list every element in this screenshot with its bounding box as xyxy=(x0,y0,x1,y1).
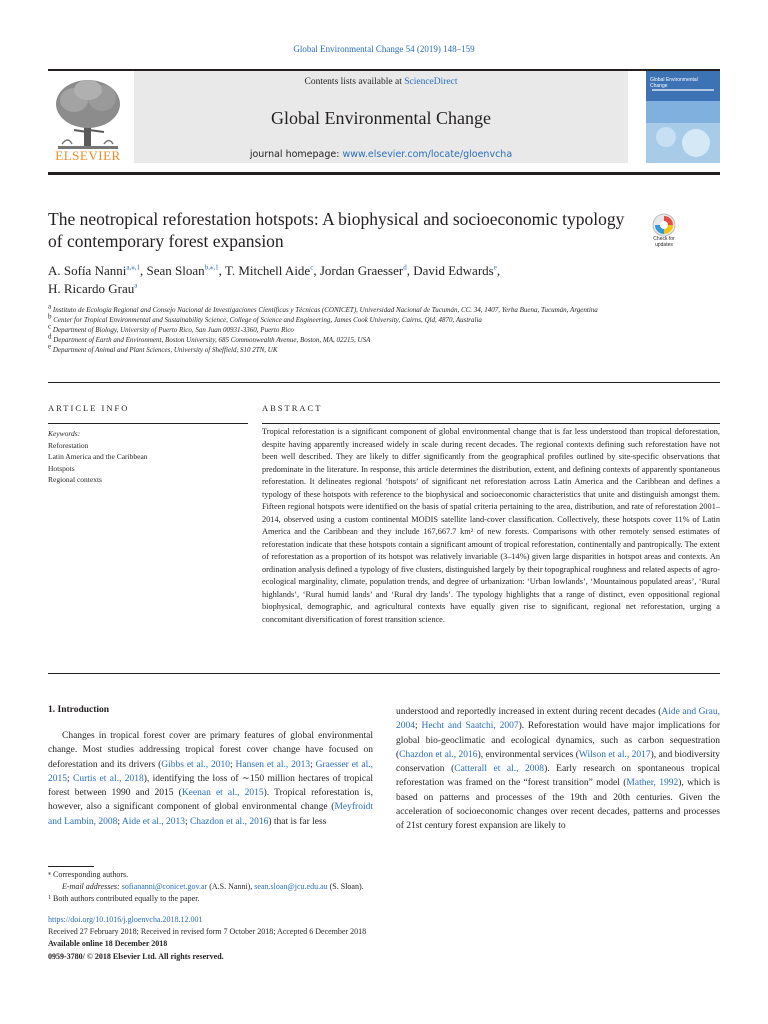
author-affiliation-marker[interactable]: a,⁎,1 xyxy=(126,263,140,272)
author-affiliation-marker[interactable]: d xyxy=(403,263,407,272)
affiliation-marker: d xyxy=(48,332,52,341)
intro-paragraph-continued xyxy=(396,705,720,834)
abstract-bottom-rule xyxy=(48,673,720,674)
keyword-item: Reforestation xyxy=(48,440,89,450)
citation-link[interactable]: Aide and Grau, 2004 xyxy=(396,707,720,732)
keyword-item: Regional contexts xyxy=(48,475,102,484)
email-owner-nanni: (A.S. Nanni), xyxy=(207,882,255,891)
citation-link[interactable]: Mather, 1992 xyxy=(626,778,679,789)
affiliation-list xyxy=(48,302,648,355)
elsevier-logo xyxy=(48,74,128,166)
journal-title: Global Environmental Change xyxy=(271,108,491,128)
citation-link[interactable]: Chazdon et al., 2016 xyxy=(399,749,478,760)
header-divider xyxy=(48,382,720,383)
body-text: ; xyxy=(415,721,422,732)
email-label: E-mail addresses: xyxy=(62,882,122,891)
available-online: Available online 18 December 2018 xyxy=(48,939,168,948)
citation-link[interactable]: Hansen et al., 2013 xyxy=(235,759,311,770)
author-separator: , xyxy=(139,263,147,278)
check-updates-label: Check for updates xyxy=(653,236,675,248)
intro-paragraph xyxy=(48,729,373,829)
sciencedirect-link[interactable]: ScienceDirect xyxy=(404,77,458,87)
homepage-line xyxy=(134,149,628,160)
citation-link[interactable]: Catterall et al., 2008 xyxy=(454,764,545,775)
author-separator: , xyxy=(313,263,320,278)
body-text: ) that is far less xyxy=(268,816,327,827)
affiliation-marker: c xyxy=(48,322,52,331)
affiliation-item xyxy=(48,322,648,335)
author-name: Sean Sloan xyxy=(146,263,205,278)
article-info-heading: ARTICLE INFO xyxy=(48,403,130,413)
abstract-rule xyxy=(262,423,720,424)
check-for-updates-badge[interactable] xyxy=(646,212,682,252)
journal-reference[interactable]: Global Environmental Change 54 (2019) 148–159 xyxy=(293,44,475,54)
author-affiliation-marker[interactable]: e xyxy=(493,263,497,272)
body-text: ), which is based on patterns and processes of the 19th and 20th centuries. Given the acceleration of socioeconomic changes over recent decades, patterns and processes of 21st century forest expansion are likely to xyxy=(396,778,720,832)
masthead-bottom-rule xyxy=(48,172,720,175)
author-name: Jordan Graesser xyxy=(319,263,404,278)
keyword-item: Hotspots xyxy=(48,463,75,473)
author-separator: , xyxy=(218,263,225,278)
body-text: understood and reportedly increased in extent during recent decades ( xyxy=(396,707,662,717)
footnote-emails xyxy=(48,881,734,893)
cover-title: Global Environmental Change xyxy=(650,77,698,89)
citation-link[interactable]: Hecht and Saatchi, 2007 xyxy=(421,721,519,732)
footnote-rule xyxy=(48,866,94,867)
citation-link[interactable]: Chazdon et al., 2016 xyxy=(189,816,269,827)
footnote-equal-contribution: $^1$ Both authors contributed equally to the paper. xyxy=(48,894,200,903)
abstract-heading: ABSTRACT xyxy=(262,403,323,413)
check-updates-icon xyxy=(646,212,682,238)
homepage-link[interactable]: www.elsevier.com/locate/gloenvcha xyxy=(342,149,513,160)
received-dates: Received 27 February 2018; Received in revised form 7 October 2018; Accepted 6 December 2018 xyxy=(48,927,367,936)
affiliation-item xyxy=(48,312,648,325)
body-text: ; xyxy=(184,816,190,827)
footnote-corresponding: ⁎ Corresponding authors. xyxy=(48,870,129,879)
affiliation-item xyxy=(48,342,648,355)
footnote-corresponding-text: Corresponding authors. xyxy=(53,870,129,879)
contents-line xyxy=(134,77,628,87)
affiliation-marker: e xyxy=(48,342,52,351)
citation-link[interactable]: Wilson et al., 2017 xyxy=(578,749,651,760)
author-affiliation-marker[interactable]: c xyxy=(310,263,314,272)
email-link-nanni[interactable]: sofiananni@conicet.gov.ar xyxy=(121,882,208,891)
journal-cover-image xyxy=(646,71,720,163)
intro-right-column xyxy=(396,705,720,834)
body-text: ; xyxy=(117,816,122,827)
footnote-equal-text: Both authors contributed equally to the paper. xyxy=(53,894,200,903)
intro-left-column xyxy=(48,729,373,829)
affiliation-text: Department of Earth and Environment, Boston University, 685 Commonwealth Avenue, Boston, MA, 02215, USA xyxy=(51,336,371,344)
citation-link[interactable]: Keenan et al., 2015 xyxy=(181,788,264,799)
journal-masthead xyxy=(134,71,628,163)
citation-link[interactable]: Aide et al., 2013 xyxy=(121,816,185,827)
affiliation-text: Center for Tropical Environmental and Sustainability Science, College of Science and Engineering, James Cook University, Cairns, Qld, 4870, Australia xyxy=(51,316,482,324)
keywords-label: Keywords: xyxy=(48,429,81,438)
author-name: T. Mitchell Aide xyxy=(224,263,311,278)
keyword-item: Latin America and the Caribbean xyxy=(48,452,148,461)
affiliation-item xyxy=(48,302,648,315)
body-text: ), identifying the loss of ∼150 million hectares of tropical forest between 1990 and 2015 ( xyxy=(48,773,373,799)
citation-link[interactable]: Meyfroidt and Lambin, 2008 xyxy=(48,802,373,827)
body-text: ). Reforestation would have major implications for global bio-geoclimatic and ecological dynamics, such as carbon sequestration ( xyxy=(396,721,720,760)
affiliation-marker: b xyxy=(48,312,52,321)
doi-link[interactable]: https://doi.org/10.1016/j.gloenvcha.2018.12.001 xyxy=(48,915,203,924)
affiliation-marker: a xyxy=(48,302,52,311)
author-affiliation-marker[interactable]: a xyxy=(134,281,138,290)
citation-link[interactable]: Graesser et al., 2015 xyxy=(48,759,374,784)
email-owner-sloan: (S. Sloan). xyxy=(327,882,364,891)
body-text: ; xyxy=(310,759,316,770)
body-text: ), and biodiversity conservation ( xyxy=(396,749,721,775)
abstract-text: Tropical reforestation is a significant component of global environmental change that is far less understood than tropical deforestation, despite having apparently increased widely in scale during recent decades. The regional contexts defining such reforestation have not been well described. They are likely to differ significantly from the geographical profiles outlined by site-specific observations that predominate in the literature. In response, this article determines the distribution, extent, and defining contexts of apparently spontaneous reforestation. It delineates regional ‘hotspots’ of significant net reforestation across Latin America and the Caribbean and defines a typology of these hotspots with reference to the biophysical and socioeconomic characteristics that unite and distinguish amongst them. Fifteen regional hotspots were identified on the basis of spatial criteria pertaining to the area, distribution, and rate of reforestation 2001–2014, observed using a custom continental MODIS satellite land-cover classification. Collectively, these hotspots cover 11% of Latin America and the Caribbean and they include 167,667.7 km² of new forests. Comparisons with other remotely sensed estimates of reforestation indicate that these hotspots contain a significant amount of tropical reforestation, continentally and pantropically. The extent of reforestation as a proportion of its hotspot was relatively invariable (3–14%) given large disparities in hotspot areas and contexts. An ordination analysis defined a typology of five clusters, distinguished largely by their topographical roughness and related aspects of agro-ecological marginality, climate, population trends, and degree of urbanization: ‘Urban lowlands’, ‘Mountainous populated areas’, ‘Rural highlands’, ‘Rural humid lands’ and ‘Rural dry lands’. The typology highlights that a range of distinct, even oppositional regional biophysical, demographic, and agricultural contexts have equally given rise to significant, regional net reforestation, urging a concomitant diversification of forest transition science. xyxy=(262,427,720,624)
body-text: ), environmental services ( xyxy=(477,749,579,760)
email-link-sloan[interactable]: sean.sloan@jcu.edu.au xyxy=(254,882,328,891)
contents-prefix: Contents lists available at xyxy=(304,77,405,87)
citation-link[interactable]: Curtis et al., 2018 xyxy=(72,773,144,784)
citation-link[interactable]: Gibbs et al., 2010 xyxy=(161,759,231,770)
author-name: A. Sofía Nanni xyxy=(48,263,127,278)
author-name: David Edwards xyxy=(413,263,494,278)
body-text: ). Early research on spontaneous tropical reforestation was framed on the “forest transition” model ( xyxy=(396,764,721,789)
author-separator: , xyxy=(406,263,414,278)
author-name: H. Ricardo Grau xyxy=(48,281,135,296)
author-affiliation-marker[interactable]: b,⁎,1 xyxy=(204,263,219,272)
affiliation-text: Department of Biology, University of Puerto Rico, San Juan 00931-3360, Puerto Rico xyxy=(51,326,294,334)
author-list xyxy=(48,262,638,298)
affiliation-text: Department of Animal and Plant Sciences, University of Sheffield, S10 2TN, UK xyxy=(51,346,278,354)
article-info-rule xyxy=(48,423,248,424)
body-text: ; xyxy=(67,773,73,784)
body-text: Changes in tropical forest cover are primary features of global environmental change. Most studies addressing tropical forest cover change have focused on deforestation and its drivers ( xyxy=(48,731,373,770)
body-text: ; xyxy=(230,759,236,770)
keywords-block xyxy=(48,428,248,486)
body-text: ). Tropical reforestation is, however, also a significant component of global environmental change ( xyxy=(48,788,373,813)
author-separator: , xyxy=(496,263,501,278)
article-title: The neotropical reforestation hotspots: A biophysical and socioeconomic typology of contemporary forest expansion xyxy=(48,209,625,251)
affiliation-item xyxy=(48,332,648,345)
section-heading-introduction: 1. Introduction xyxy=(48,705,110,715)
publisher-name: ELSEVIER xyxy=(55,148,121,163)
affiliation-text: Instituto de Ecología Regional and Consejo Nacional de Investigaciones Científicas y Técnicas (CONICET), Universidad Nacional de Tucumán, CC. 34, 1407, Yerba Buena, Tucumán, Argentina xyxy=(51,306,598,314)
homepage-prefix: journal homepage: xyxy=(249,149,343,160)
copyright: 0959-3780/ © 2018 Elsevier Ltd. All rights reserved. xyxy=(48,952,224,961)
